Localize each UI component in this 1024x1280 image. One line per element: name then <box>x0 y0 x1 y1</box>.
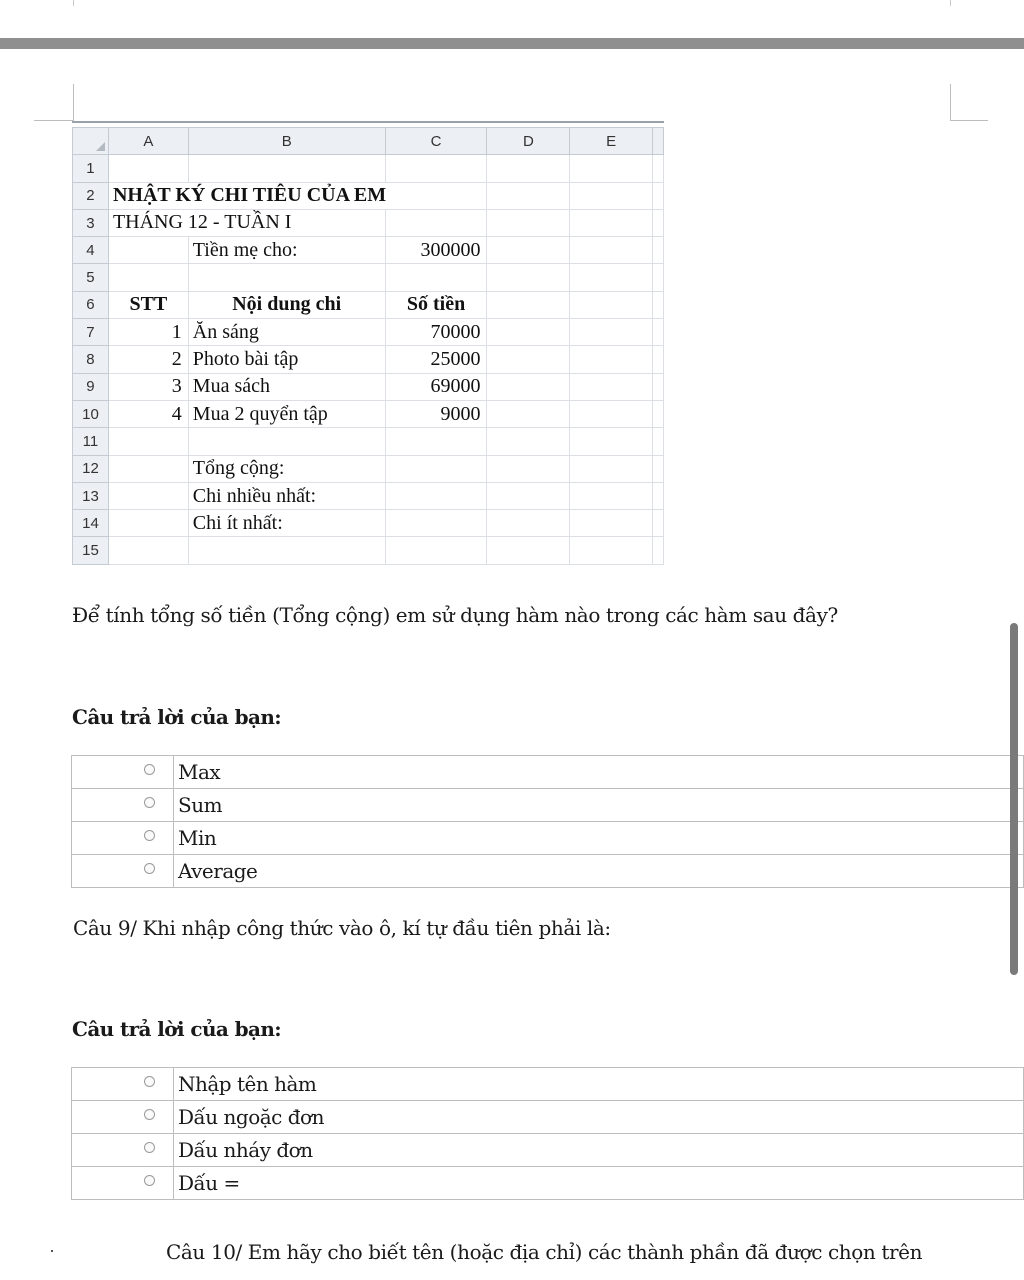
row-number: 9 <box>73 373 109 400</box>
row-number: 1 <box>73 155 109 182</box>
row-number: 13 <box>73 482 109 509</box>
radio-button[interactable] <box>144 797 155 808</box>
header-amount: Số tiền <box>385 291 487 318</box>
sheet-row <box>73 182 664 209</box>
bullet-dot <box>51 1250 53 1252</box>
question-8-text: Để tính tổng số tiền (Tổng cộng) em sử dụng hàm nào trong các hàm sau đây? <box>72 603 838 627</box>
radio-button[interactable] <box>144 1109 155 1120</box>
spreadsheet-image <box>72 121 664 587</box>
expense-amount: 70000 <box>385 319 487 346</box>
option-label[interactable]: Dấu = <box>174 1167 1024 1200</box>
page-corner-mark <box>950 84 951 121</box>
expense-stt: 2 <box>108 346 188 373</box>
column-header-f <box>653 128 664 155</box>
page-corner-mark <box>34 120 74 121</box>
sheet-row <box>73 455 664 482</box>
sheet-row <box>73 400 664 427</box>
option-label[interactable]: Min <box>174 822 1024 855</box>
row-number: 5 <box>73 264 109 291</box>
answer-option[interactable] <box>72 756 1024 789</box>
vertical-scrollbar[interactable] <box>1010 623 1018 975</box>
sheet-title: NHẬT KÝ CHI TIÊU CỦA EM <box>112 183 387 206</box>
sheet-subtitle: THÁNG 12 - TUẦN I <box>112 210 292 233</box>
sheet-row <box>73 510 664 537</box>
summary-max-label: Chi nhiều nhất: <box>188 482 385 509</box>
radio-button[interactable] <box>144 1142 155 1153</box>
option-label[interactable]: Dấu ngoặc đơn <box>174 1101 1024 1134</box>
sheet-row <box>73 319 664 346</box>
radio-button[interactable] <box>144 764 155 775</box>
summary-min-label: Chi ít nhất: <box>188 510 385 537</box>
summary-total-label: Tổng cộng: <box>188 455 385 482</box>
header-stt: STT <box>108 291 188 318</box>
row-number: 7 <box>73 319 109 346</box>
row-number: 8 <box>73 346 109 373</box>
expense-amount: 69000 <box>385 373 487 400</box>
money-label-cell: Tiền mẹ cho: <box>188 237 385 264</box>
row-number: 6 <box>73 291 109 318</box>
expense-stt: 4 <box>108 400 188 427</box>
row-number: 3 <box>73 209 109 236</box>
sheet-row <box>73 346 664 373</box>
radio-button[interactable] <box>144 863 155 874</box>
select-all-corner <box>73 128 109 155</box>
row-number: 14 <box>73 510 109 537</box>
answer-option[interactable] <box>72 789 1024 822</box>
money-value-cell: 300000 <box>385 237 487 264</box>
select-all-triangle-icon <box>96 142 105 151</box>
sheet-row <box>73 373 664 400</box>
answer-option[interactable] <box>72 1068 1024 1101</box>
answer-heading: Câu trả lời của bạn: <box>72 1017 282 1041</box>
row-number: 10 <box>73 400 109 427</box>
row-number: 4 <box>73 237 109 264</box>
answer-option[interactable] <box>72 822 1024 855</box>
column-header-a: A <box>108 128 188 155</box>
row-number: 2 <box>73 182 109 209</box>
column-header-e: E <box>570 128 653 155</box>
question-10-text: Câu 10/ Em hãy cho biết tên (hoặc địa chỉ) các thành phần đã được chọn trên <box>166 1240 923 1264</box>
sheet-row <box>73 264 664 291</box>
column-header-d: D <box>487 128 570 155</box>
row-number: 11 <box>73 428 109 455</box>
sheet-row <box>73 209 664 236</box>
column-header-row <box>73 128 664 155</box>
page-corner-mark <box>73 84 74 121</box>
answer-option[interactable] <box>72 1167 1024 1200</box>
answer-option[interactable] <box>72 1101 1024 1134</box>
column-header-c: C <box>385 128 487 155</box>
question-9-text: Câu 9/ Khi nhập công thức vào ô, kí tự đầu tiên phải là: <box>73 916 611 940</box>
sheet-row <box>73 482 664 509</box>
header-content: Nội dung chi <box>188 291 385 318</box>
option-label[interactable]: Sum <box>174 789 1024 822</box>
sheet-row <box>73 537 664 564</box>
row-number: 15 <box>73 537 109 564</box>
sheet-row <box>73 155 664 182</box>
expense-stt: 3 <box>108 373 188 400</box>
answer-heading: Câu trả lời của bạn: <box>72 705 282 729</box>
expense-amount: 9000 <box>385 400 487 427</box>
spreadsheet-grid <box>72 127 664 565</box>
option-label[interactable]: Max <box>174 756 1024 789</box>
expense-content: Ăn sáng <box>188 319 385 346</box>
answer-options-q9 <box>71 1067 1024 1200</box>
row-number: 12 <box>73 455 109 482</box>
radio-button[interactable] <box>144 1175 155 1186</box>
option-label[interactable]: Nhập tên hàm <box>174 1068 1024 1101</box>
sheet-row <box>73 237 664 264</box>
expense-content: Photo bài tập <box>188 346 385 373</box>
expense-content: Mua sách <box>188 373 385 400</box>
page-edge-mark <box>950 0 951 6</box>
option-label[interactable]: Average <box>174 855 1024 888</box>
expense-stt: 1 <box>108 319 188 346</box>
expense-amount: 25000 <box>385 346 487 373</box>
expense-content: Mua 2 quyển tập <box>188 400 385 427</box>
answer-options-q8 <box>71 755 1024 888</box>
sheet-row <box>73 291 664 318</box>
radio-button[interactable] <box>144 1076 155 1087</box>
answer-option[interactable] <box>72 855 1024 888</box>
sheet-top-border <box>72 121 664 123</box>
answer-option[interactable] <box>72 1134 1024 1167</box>
page-corner-mark <box>950 120 988 121</box>
page-edge-mark <box>73 0 74 6</box>
page-separator <box>0 38 1024 49</box>
radio-button[interactable] <box>144 830 155 841</box>
option-label[interactable]: Dấu nháy đơn <box>174 1134 1024 1167</box>
sheet-row <box>73 428 664 455</box>
column-header-b: B <box>188 128 385 155</box>
